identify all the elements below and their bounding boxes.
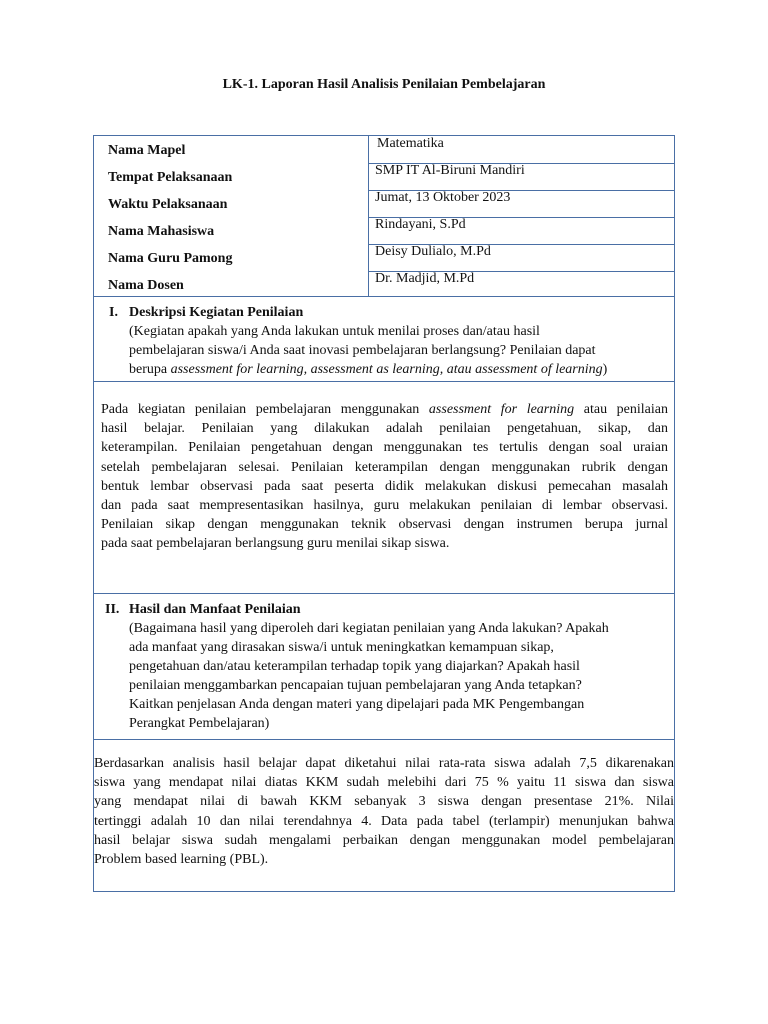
section-2-paragraph: Berdasarkan analisis hasil belajar dapat diketahui nilai rata-rata siswa adalah 7,5 dikarenakan siswa yang mendapat nilai diatas KKM sudah melebihi dari 75 % yaitu 11 siswa dan siswa yang mendapat nilai di bawah KKM sebanyak 3 siswa dengan presentase 21%. Nilai tertinggi adalah 10 dan nilai terendahnya 4. Data pada tabel (terlampir) menunjukan bahwa hasil belajar siswa sudah mengalami perbaikan dengan menggunakan model pembelajaran Problem based learning (PBL). [94,756,674,868]
section-2-number: II. [105,602,120,617]
section-2-heading [93,593,675,740]
label-nama-guru-pamong: Nama Guru Pamong [108,251,233,266]
label-nama-dosen: Nama Dosen [108,278,184,293]
section-1-paragraph: Pada kegiatan penilaian pembelajaran menggunakan assessment for learning atau penilaian hasil belajar. Penilaian yang dilakukan adalah penilaian pengetahuan, sikap, dan keterampilan. Penilaian pengetahuan dengan menggunakan tes tertulis dengan soal uraian setelah pembelajaran selesai. Penilaian keterampilan dengan menggunakan rubrik dengan bentuk lembar observasi pada saat peserta didik melakukan diskusi pemecahan masalah dan pada saat mempresentasikan hasilnya, guru melakukan penilaian di lembar observasi. Penilaian sikap dengan menggunakan teknik observasi dengan instrumen berupa jurnal pada saat pembelajaran berlangsung guru menilai sikap siswa. [101,402,668,552]
row-nama-mapel [94,136,674,163]
label-nama-mahasiswa: Nama Mahasiswa [108,224,215,239]
section-1-answer [93,381,675,594]
value-tempat-pelaksanaan: SMP IT Al-Biruni Mandiri [375,163,525,178]
section-2-description: (Bagaimana hasil yang diperoleh dari kegiatan penilaian yang Anda lakukan? Apakah ada manfaat yang dirasakan siswa/i untuk meningkatkan kemampuan sikap, pengetahuan dan/atau keterampilan terhadap topik yang diajarkan? Apakah hasil penilaian menggambarkan pencapaian tujuan pembelajaran yang Anda tetapkan? Kaitkan penjelasan Anda dengan materi yang dipelajari pada MK Pengembangan Perangkat Pembelajaran) [129,621,609,731]
info-table [93,135,675,297]
section-1-number: I. [109,305,118,320]
label-waktu-pelaksanaan: Waktu Pelaksanaan [108,197,228,212]
value-nama-dosen: Dr. Madjid, M.Pd [375,271,475,286]
row-waktu-pelaksanaan [94,190,674,217]
section-2-title: Hasil dan Manfaat Penilaian [129,602,301,617]
section-2-answer [93,739,675,892]
row-tempat-pelaksanaan [94,163,674,190]
row-nama-dosen [94,271,674,298]
value-nama-mahasiswa: Rindayani, S.Pd [375,217,466,232]
label-nama-mapel: Nama Mapel [108,143,186,158]
value-nama-guru-pamong: Deisy Dulialo, M.Pd [375,244,491,259]
value-nama-mapel: Matematika [377,136,444,151]
section-1-description: (Kegiatan apakah yang Anda lakukan untuk menilai proses dan/atau hasil pembelajaran siswa/i Anda saat inovasi pembelajaran berlangsung? Penilaian dapat berupa assessment for learning, assessment as learning, atau assessment of learning) [129,324,608,377]
document-title: LK-1. Laporan Hasil Analisis Penilaian Pembelajaran [222,77,546,92]
section-1-title: Deskripsi Kegiatan Penilaian [129,305,304,320]
label-tempat-pelaksanaan: Tempat Pelaksanaan [108,170,233,185]
value-waktu-pelaksanaan: Jumat, 13 Oktober 2023 [375,190,511,205]
row-nama-mahasiswa [94,217,674,244]
row-nama-guru-pamong [94,244,674,271]
section-1-heading [93,296,675,382]
